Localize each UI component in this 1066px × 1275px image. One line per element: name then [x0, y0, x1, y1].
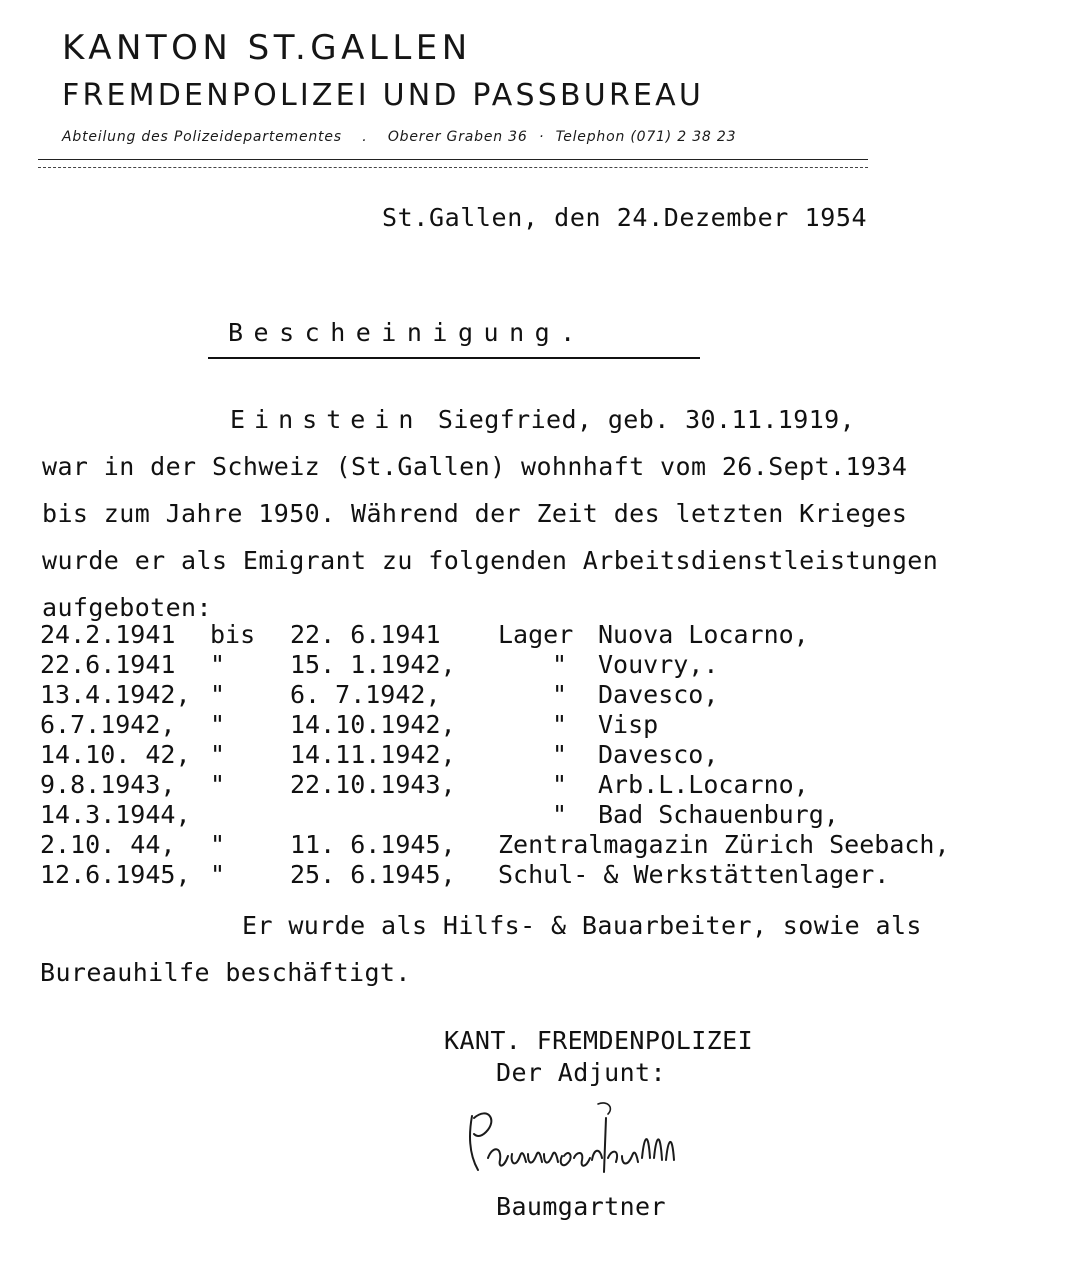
- period-end: 14.11.1942,: [290, 740, 456, 769]
- period-start: 14.3.1944,: [40, 800, 191, 829]
- letterhead-address: Oberer Graben 36: [387, 129, 528, 145]
- camp-location: Vouvry,.: [598, 650, 719, 679]
- letterhead-rule-dashed: [38, 167, 868, 168]
- date-line: St.Gallen, den 24.Dezember 1954: [382, 203, 868, 232]
- paragraph-employment: [40, 902, 922, 996]
- period-end: 15. 1.1942,: [290, 650, 456, 679]
- signature-office: KANT. FREMDENPOLIZEI: [444, 1026, 754, 1055]
- camp-location: Visp: [598, 710, 659, 739]
- period-connector: ": [210, 710, 226, 739]
- period-connector: ": [210, 650, 226, 679]
- letterhead-rule: [38, 159, 868, 160]
- period-connector: ": [210, 680, 226, 709]
- period-end: 25. 6.1945,: [290, 860, 456, 889]
- letterhead-canton: KANTON ST.GALLEN: [62, 28, 472, 68]
- period-start: 14.10. 42,: [40, 740, 191, 769]
- camp-location: Davesco,: [598, 740, 719, 769]
- ditto-mark: ": [552, 680, 568, 709]
- camp-location: Bad Schauenburg,: [598, 800, 839, 829]
- period-connector: bis: [210, 620, 256, 649]
- ditto-mark: ": [552, 770, 568, 799]
- paragraph-line: [40, 902, 922, 949]
- period-start: 6.7.1942,: [40, 710, 176, 739]
- person-details: Siegfried, geb. 30.11.1919,: [422, 405, 856, 434]
- paragraph-line: bis zum Jahre 1950. Während der Zeit des letzten Krieges: [42, 499, 908, 528]
- letterhead-separator: .: [362, 129, 368, 145]
- period-end: 6. 7.1942,: [290, 680, 441, 709]
- period-connector: ": [210, 830, 226, 859]
- period-start: 9.8.1943,: [40, 770, 176, 799]
- period-end: 11. 6.1945,: [290, 830, 456, 859]
- period-connector: ": [210, 860, 226, 889]
- camp-location: Nuova Locarno,: [598, 620, 809, 649]
- paragraph-residence: [42, 396, 938, 631]
- period-start: 12.6.1945,: [40, 860, 191, 889]
- letterhead-phone: Telephon (071) 2 38 23: [555, 129, 737, 145]
- letterhead-office: FREMDENPOLIZEI UND PASSBUREAU: [62, 78, 705, 113]
- camp-location: Davesco,: [598, 680, 719, 709]
- period-end: 22.10.1943,: [290, 770, 456, 799]
- ditto-mark: ": [552, 710, 568, 739]
- employment-text: Er wurde als Hilfs- & Bauarbeiter, sowie als: [242, 911, 922, 940]
- camp-location: Schul- & Werkstättenlager.: [498, 860, 890, 889]
- period-start: 2.10. 44,: [40, 830, 176, 859]
- period-start: 22.6.1941: [40, 650, 176, 679]
- document-title: Bescheinigung.: [228, 318, 586, 347]
- paragraph-line: aufgeboten:: [42, 593, 212, 622]
- paragraph-line: Bureauhilfe beschäftigt.: [40, 958, 411, 987]
- ditto-mark: ": [552, 740, 568, 769]
- period-connector: ": [210, 740, 226, 769]
- paragraph-line: [42, 396, 938, 443]
- handwritten-signature: [458, 1098, 698, 1188]
- paragraph-line: wurde er als Emigrant zu folgenden Arbeitsdienstleistungen: [42, 546, 939, 575]
- period-end: 14.10.1942,: [290, 710, 456, 739]
- signature-role: Der Adjunt:: [496, 1058, 666, 1087]
- camp-label: Lager: [498, 620, 574, 649]
- paragraph-line: war in der Schweiz (St.Gallen) wohnhaft vom 26.Sept.1934: [42, 452, 908, 481]
- letterhead-department: Abteilung des Polizeidepartementes: [62, 129, 342, 145]
- ditto-mark: ": [552, 650, 568, 679]
- letterhead-separator: ·: [538, 129, 545, 145]
- title-underline: [208, 357, 700, 359]
- camp-location: Zentralmagazin Zürich Seebach,: [498, 830, 950, 859]
- person-surname: Einstein: [230, 405, 423, 434]
- period-start: 13.4.1942,: [40, 680, 191, 709]
- camp-location: Arb.L.Locarno,: [598, 770, 809, 799]
- period-end: 22. 6.1941: [290, 620, 441, 649]
- period-connector: ": [210, 770, 226, 799]
- signatory-name: Baumgartner: [496, 1192, 666, 1221]
- period-start: 24.2.1941: [40, 620, 176, 649]
- ditto-mark: ": [552, 800, 568, 829]
- letterhead-details: [62, 129, 736, 145]
